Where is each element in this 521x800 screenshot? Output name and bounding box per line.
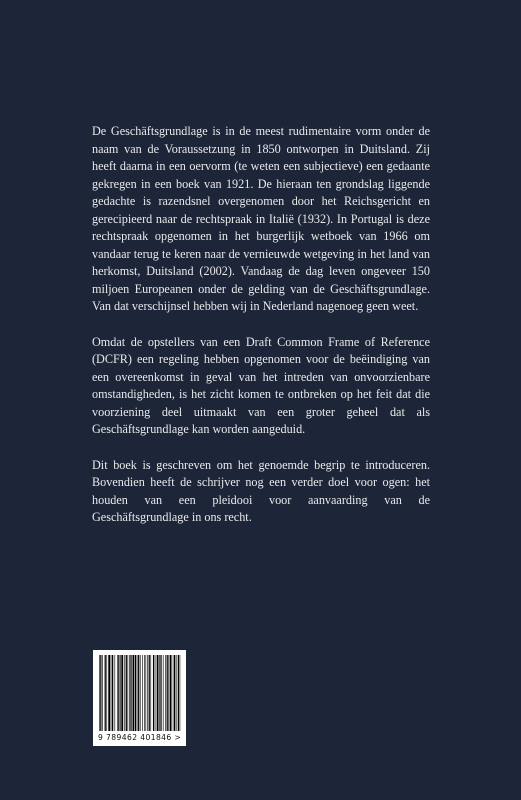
- barcode-bar: [121, 655, 123, 731]
- barcode-bar: [150, 655, 151, 731]
- barcode-bar: [173, 655, 174, 731]
- barcode-bar: [137, 655, 138, 731]
- isbn-barcode: [93, 650, 186, 746]
- barcode-bar: [118, 655, 119, 731]
- barcode-bar: [167, 655, 168, 731]
- barcode-bar: [115, 655, 116, 731]
- barcode-bar: [159, 655, 160, 731]
- barcode-bar: [157, 655, 159, 731]
- barcode-bar: [131, 655, 132, 731]
- barcode-bar: [174, 655, 175, 731]
- barcode-bar: [117, 655, 118, 731]
- barcode-bar: [149, 655, 150, 731]
- barcode-bar: [128, 655, 129, 731]
- barcode-bar: [165, 655, 166, 731]
- blurb-paragraph-3: Dit boek is geschreven om het genoemde begrip te introduceren. Bovendien heeft de schrijver nog een verder doel voor ogen: het houden van een pleidooi voor aanvaarding van de Geschäftsgrundlage in ons recht.: [92, 457, 430, 524]
- barcode-bar: [108, 655, 110, 731]
- barcode-bar: [135, 655, 136, 731]
- barcode-bar: [129, 655, 130, 731]
- barcode-bar: [100, 655, 101, 731]
- barcode-bar: [155, 655, 156, 731]
- barcode-bar: [102, 655, 103, 731]
- blurb-paragraph-1: De Geschäftsgrundlage is in de meest rudimentaire vorm onder de naam van de Voraussetzung in 1850 ontworpen in Duitsland. Zij heeft daarna in een oervorm (te weten een subjectieve) een gedaante gekregen in een boek van 1921. De hieraan ten grondslag liggende gedachte is razendsnel overgenomen door het Reichsgericht en gerecipieerd naar de rechtspraak in Italië (1932). In Portugal is deze rechtspraak opgenomen in het burgerlijk wetboek van 1966 om vandaar terug te keren naar de vernieuwde wetgeving in het land van herkomst, Duitsland (2002). Vandaag de dag leven ongeveer 150 miljoen Europeanen onder de gelding van de Geschäftsgrundlage. Van dat verschijnsel hebben wij in Nederland nagenoeg geen weet.: [92, 124, 430, 313]
- barcode-bar: [124, 655, 125, 731]
- barcode-bar: [142, 655, 143, 731]
- barcode-bar: [112, 655, 113, 731]
- barcode-bar: [106, 655, 107, 731]
- barcode-bar: [160, 655, 161, 731]
- barcode-bar: [178, 655, 179, 731]
- barcode-bar: [180, 655, 181, 731]
- barcode-bars: [98, 655, 181, 731]
- barcode-bar: [147, 655, 148, 731]
- blurb-text: [92, 123, 430, 545]
- barcode-bar: [105, 655, 106, 731]
- barcode-bar: [138, 655, 139, 731]
- barcode-bar: [99, 655, 100, 731]
- barcode-bar: [153, 655, 154, 731]
- barcode-bar: [140, 655, 141, 731]
- isbn-number: 9 789462 401846 >: [98, 733, 182, 742]
- barcode-bar: [144, 655, 145, 731]
- blurb-paragraph-2: Omdat de opstellers van een Draft Common Frame of Reference (DCFR) een regeling hebben opgenomen voor de beëindiging van een overeenkomst in geval van het intreden van onvoorzienbare omstandigheden, is het zicht komen te ontbreken op het feit dat die voorziening deel uitmaakt van een groter geheel dat als Geschäftsgrundlage kan worden aangeduid.: [92, 334, 430, 436]
- barcode-bar: [168, 655, 169, 731]
- barcode-bar: [111, 655, 112, 731]
- barcode-bar: [120, 655, 121, 731]
- barcode-bar: [132, 655, 134, 731]
- barcode-bar: [163, 655, 164, 731]
- barcode-bar: [146, 655, 147, 731]
- barcode-bar: [170, 655, 172, 731]
- barcode-bar: [126, 655, 127, 731]
- barcode-bar: [176, 655, 177, 731]
